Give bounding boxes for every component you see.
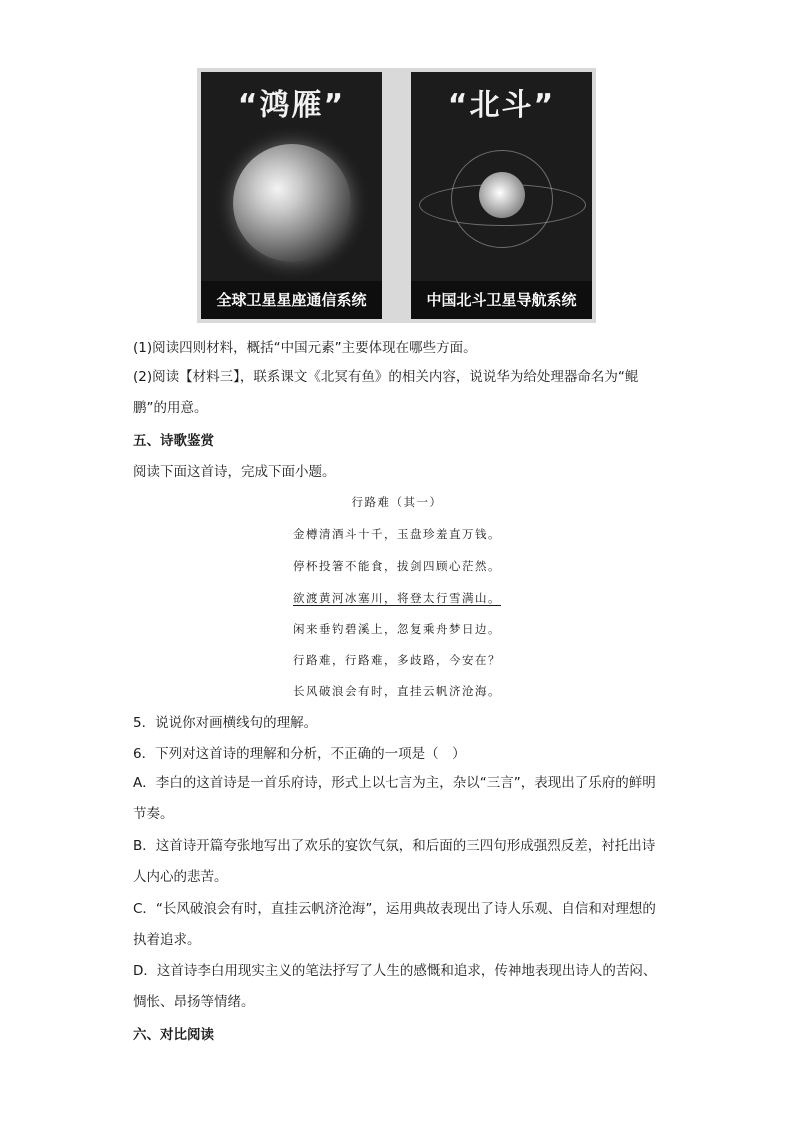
option-d: D．这首诗李白用现实主义的笔法抒写了人生的感慨和追求，传神地表现出诗人的苦闷、惆怅、昂扬等情绪。 xyxy=(133,963,657,1010)
earth-globe-image xyxy=(233,144,351,262)
satellite-photo xyxy=(197,68,596,323)
section-5-intro: 阅读下面这首诗，完成下面小题。 xyxy=(133,464,336,480)
beidou-poster xyxy=(411,72,592,319)
hongyan-poster xyxy=(201,72,382,319)
beidou-globe-image xyxy=(479,172,525,218)
option-a: A．李白的这首诗是一首乐府诗，形式上以七言为主，杂以“三言”，表现出了乐府的鲜明节奏。 xyxy=(133,775,656,822)
option-b: B．这首诗开篇夸张地写出了欢乐的宴饮气氛，和后面的三四句形成强烈反差，衬托出诗人内心的悲苦。 xyxy=(133,838,656,885)
poem-line-underlined: 欲渡黄河冰塞川，将登太行雪满山。 xyxy=(293,591,501,605)
beidou-caption: 中国北斗卫星导航系统 xyxy=(411,281,592,319)
question-1: (1)阅读四则材料，概括“中国元素”主要体现在哪些方面。 xyxy=(133,340,477,356)
question-6-stem: 6．下列对这首诗的理解和分析，不正确的一项是（ ） xyxy=(133,746,466,762)
poem-line: 行路难，行路难，多歧路，今安在？ xyxy=(293,653,501,667)
poem-title: 行路难（其一） xyxy=(351,495,443,509)
hongyan-caption: 全球卫星星座通信系统 xyxy=(201,281,382,319)
section-5-heading: 五、诗歌鉴赏 xyxy=(133,433,214,449)
hongyan-title: “鸿雁” xyxy=(237,88,346,123)
poem-line: 停杯投箸不能食，拔剑四顾心茫然。 xyxy=(293,559,501,573)
poem-line: 长风破浪会有时，直挂云帆济沧海。 xyxy=(293,684,501,698)
question-5: 5．说说你对画横线句的理解。 xyxy=(133,715,318,731)
question-2: (2)阅读【材料三】，联系课文《北冥有鱼》的相关内容，说说华为给处理器命名为“鲲鹏”的用意。 xyxy=(133,369,639,416)
option-c: C．“长风破浪会有时，直挂云帆济沧海”，运用典故表现出了诗人乐观、自信和对理想的执着追求。 xyxy=(133,901,656,948)
poem-line: 金樽清酒斗十千，玉盘珍羞直万钱。 xyxy=(293,527,501,541)
section-6-heading: 六、对比阅读 xyxy=(133,1027,214,1043)
poem-line: 闲来垂钓碧溪上，忽复乘舟梦日边。 xyxy=(293,622,501,636)
beidou-title: “北斗” xyxy=(447,88,556,123)
